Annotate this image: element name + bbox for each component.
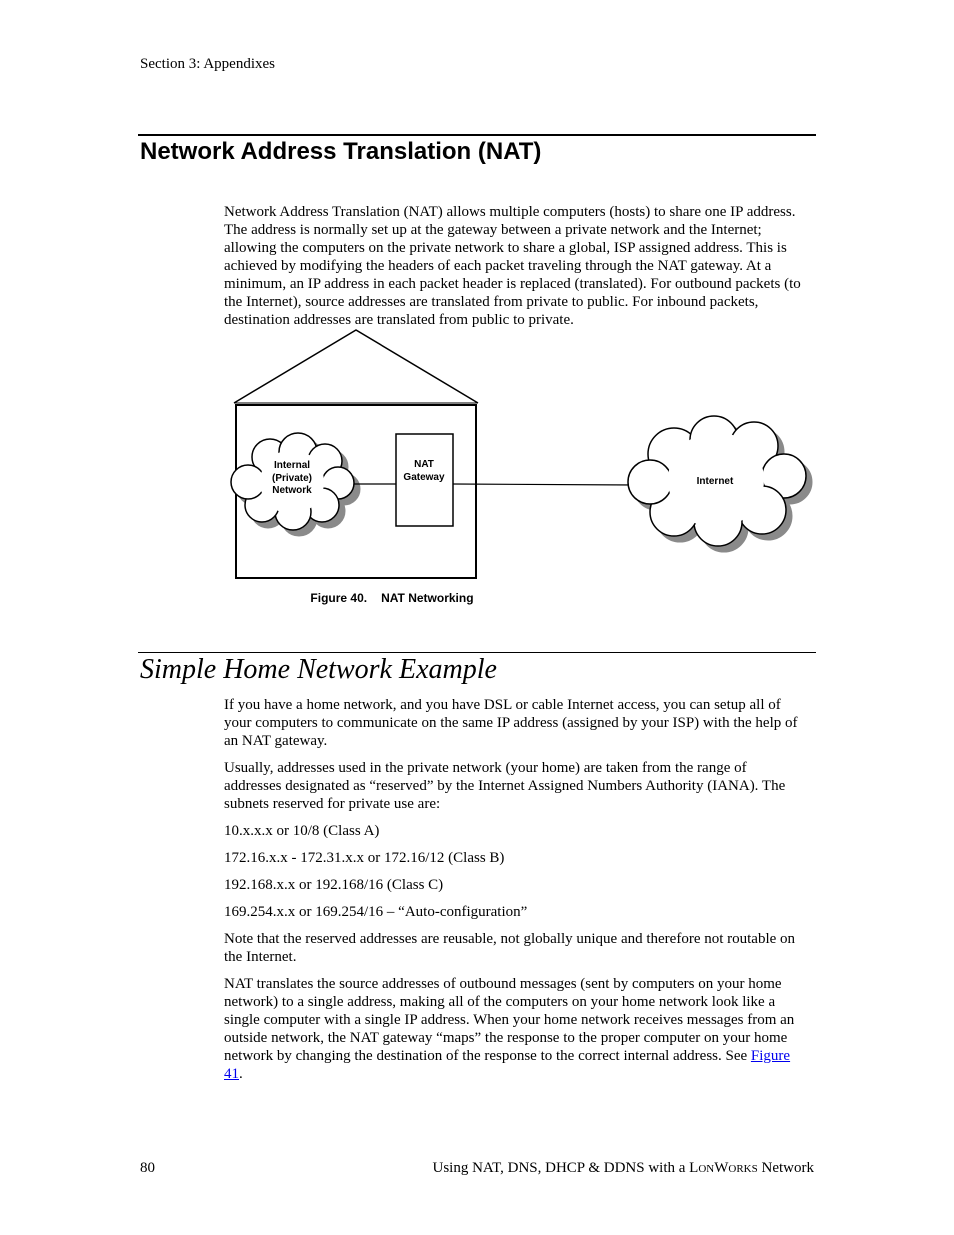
subnet-item: 10.x.x.x or 10/8 (Class A) bbox=[224, 823, 380, 839]
home-network-body bbox=[224, 696, 804, 1092]
footer-title-prefix: Using NAT, DNS, DHCP & DDNS with a L bbox=[432, 1160, 699, 1176]
figure-title: NAT Networking bbox=[381, 591, 474, 605]
home-network-paragraph-4 bbox=[224, 975, 804, 1083]
house-roof bbox=[234, 330, 478, 403]
section-title-home-network: Simple Home Network Example bbox=[140, 654, 497, 685]
home-network-paragraph-3: Note that the reserved addresses are reusable, not globally unique and therefore not routable on the Internet. bbox=[224, 931, 796, 965]
running-header: Section 3: Appendixes bbox=[140, 56, 275, 72]
internal-label-line-1: Internal bbox=[273, 460, 311, 471]
figure-caption bbox=[0, 591, 784, 605]
gateway-label-line-2: Gateway bbox=[403, 472, 445, 483]
link-gateway-internet bbox=[453, 484, 638, 485]
home-network-paragraph-2: Usually, addresses used in the private network (your home) are taken from the range of addresses designated as “reserved” by the Internet Assigned Numbers Authority (IANA). The subnets reserved for private use are: bbox=[224, 760, 786, 812]
running-footer-title bbox=[400, 1160, 814, 1177]
home-network-paragraph-1: If you have a home network, and you have DSL or cable Internet access, you can setup all of your computers to communicate on the same IP address (assigned by your ISP) with the help of an NAT gateway. bbox=[224, 697, 798, 749]
subnet-item: 192.168.x.x or 192.168/16 (Class C) bbox=[224, 877, 444, 893]
subnet-item: 172.16.x.x - 172.31.x.x or 172.16/12 (Class B) bbox=[224, 850, 505, 866]
paragraph-4-text: NAT translates the source addresses of outbound messages (sent by computers on your home network) to a single address, making all of the computers on your home network look like a single computer with a single IP address. When your home network receives messages from an outside network, the NAT gateway “maps” the response to the proper computer on your home network by changing the destination of the response to the correct internal address. See bbox=[224, 976, 795, 1064]
figure-41-link[interactable]: Figure 41 bbox=[224, 1048, 791, 1082]
subnet-item: 169.254.x.x or 169.254/16 – “Auto-configuration” bbox=[224, 904, 528, 920]
page-number: 80 bbox=[140, 1160, 155, 1176]
nat-intro-paragraph: Network Address Translation (NAT) allows multiple computers (hosts) to share one IP address. The address is normally set up at the gateway between a private network and the Internet; allowing the computers on the private network to share a global, ISP assigned address. This is achieved by modifying the headers of each packet traveling through the NAT gateway. At a minimum, an IP address in each packet header is replaced (translated). For outbound packets (to the Internet), source addresses are translated from private to public. For inbound packets, destination addresses are translated from public to private. bbox=[224, 204, 801, 328]
paragraph-4-end: . bbox=[239, 1066, 243, 1082]
footer-title-mid: W bbox=[714, 1160, 729, 1176]
footer-title-suffix: Network bbox=[757, 1160, 814, 1176]
section-title-nat: Network Address Translation (NAT) bbox=[140, 138, 542, 165]
internet-label: Internet bbox=[696, 476, 734, 487]
footer-title-smallcaps-1: ON bbox=[698, 1163, 715, 1175]
figure-number: Figure 40. bbox=[310, 591, 368, 605]
internal-label-line-3: Network bbox=[272, 485, 312, 496]
footer-title-smallcaps-2: ORKS bbox=[728, 1163, 758, 1175]
section-rule-bottom bbox=[138, 652, 816, 653]
internal-label-line-2: (Private) bbox=[271, 473, 313, 484]
gateway-label-line-1: NAT bbox=[414, 459, 434, 470]
